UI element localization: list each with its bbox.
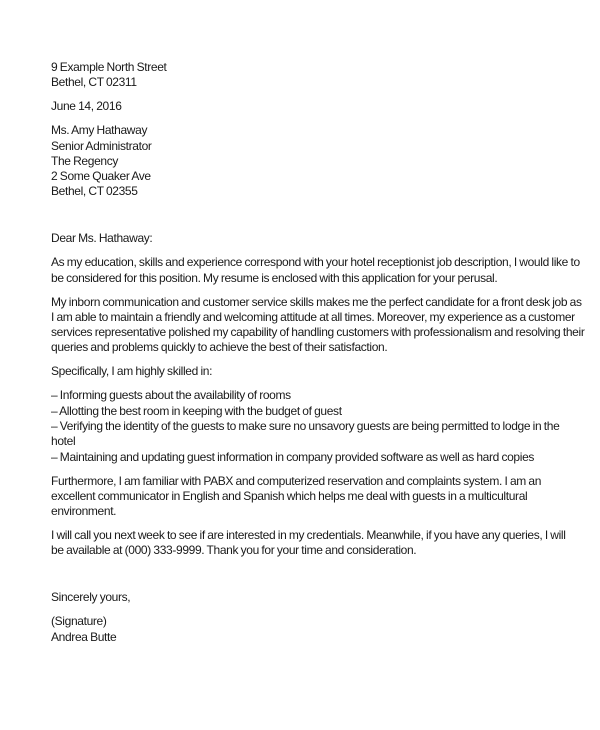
text-line: My inborn communication and customer service skills makes me the perfect candidate for a front desk job as [51, 294, 582, 309]
skills-list [51, 388, 571, 464]
text-line: Sincerely yours, [51, 590, 131, 605]
paragraph-skills [51, 294, 585, 356]
text-line: 9 Example North Street [51, 60, 167, 74]
text-line: be considered for this position. My resume is enclosed with this application for your perusal. [51, 270, 498, 285]
recipient-address [51, 123, 571, 199]
signature-block [51, 614, 571, 645]
text-line: excellent communicator in English and Spanish which helps me deal with guests in a multicultural [51, 488, 528, 503]
text-line: Specifically, I am highly skilled in: [51, 364, 213, 379]
text-line: services representative polished my capability of handling customers with professionalism and resolving their [51, 325, 585, 340]
text-line: hotel [51, 434, 76, 449]
text-line: – Maintaining and updating guest information in company provided software as well as hard copies [51, 449, 535, 464]
text-line: environment. [51, 504, 117, 519]
paragraph-specifically [51, 364, 571, 379]
paragraph-furthermore [51, 474, 571, 520]
complimentary-close [51, 590, 571, 605]
paragraph-closing [51, 528, 571, 559]
text-line: I am able to maintain a friendly and welcoming attitude at all times. Moreover, my experience as a customer [51, 309, 575, 324]
text-line: As my education, skills and experience correspond with your hotel receptionist job description, I would like to [51, 255, 580, 270]
text-line: The Regency [51, 153, 119, 168]
text-line: Senior Administrator [51, 138, 152, 153]
text-line: – Informing guests about the availability of rooms [51, 388, 291, 403]
text-line: 2 Some Quaker Ave [51, 169, 151, 184]
text-line: Ms. Amy Hathaway [51, 123, 148, 138]
text-line: Dear Ms. Hathaway: [51, 231, 153, 246]
text-line: June 14, 2016 [51, 99, 122, 114]
text-line: – Verifying the identity of the guests to make sure no unsavory guests are being permitted to lodge in the [51, 418, 560, 433]
text-line: be available at (000) 333-9999. Thank you for your time and consideration. [51, 543, 417, 558]
sender-address [51, 60, 571, 91]
text-line: Furthermore, I am familiar with PABX and computerized reservation and complaints system. I am an [51, 473, 542, 488]
text-line: Bethel, CT 02355 [51, 184, 138, 199]
salutation [51, 231, 571, 246]
text-line: – Allotting the best room in keeping with the budget of guest [51, 403, 342, 418]
text-line: (Signature) [51, 614, 107, 629]
paragraph-intro [51, 255, 580, 286]
text-line: I will call you next week to see if are interested in my credentials. Meanwhile, if you have any queries, I will [51, 528, 566, 543]
date [51, 99, 571, 114]
text-line: Andrea Butte [51, 629, 117, 644]
text-line: queries and problems quickly to achieve the best of their satisfaction. [51, 340, 388, 355]
text-line: Bethel, CT 02311 [51, 75, 137, 90]
cover-letter [51, 60, 585, 653]
